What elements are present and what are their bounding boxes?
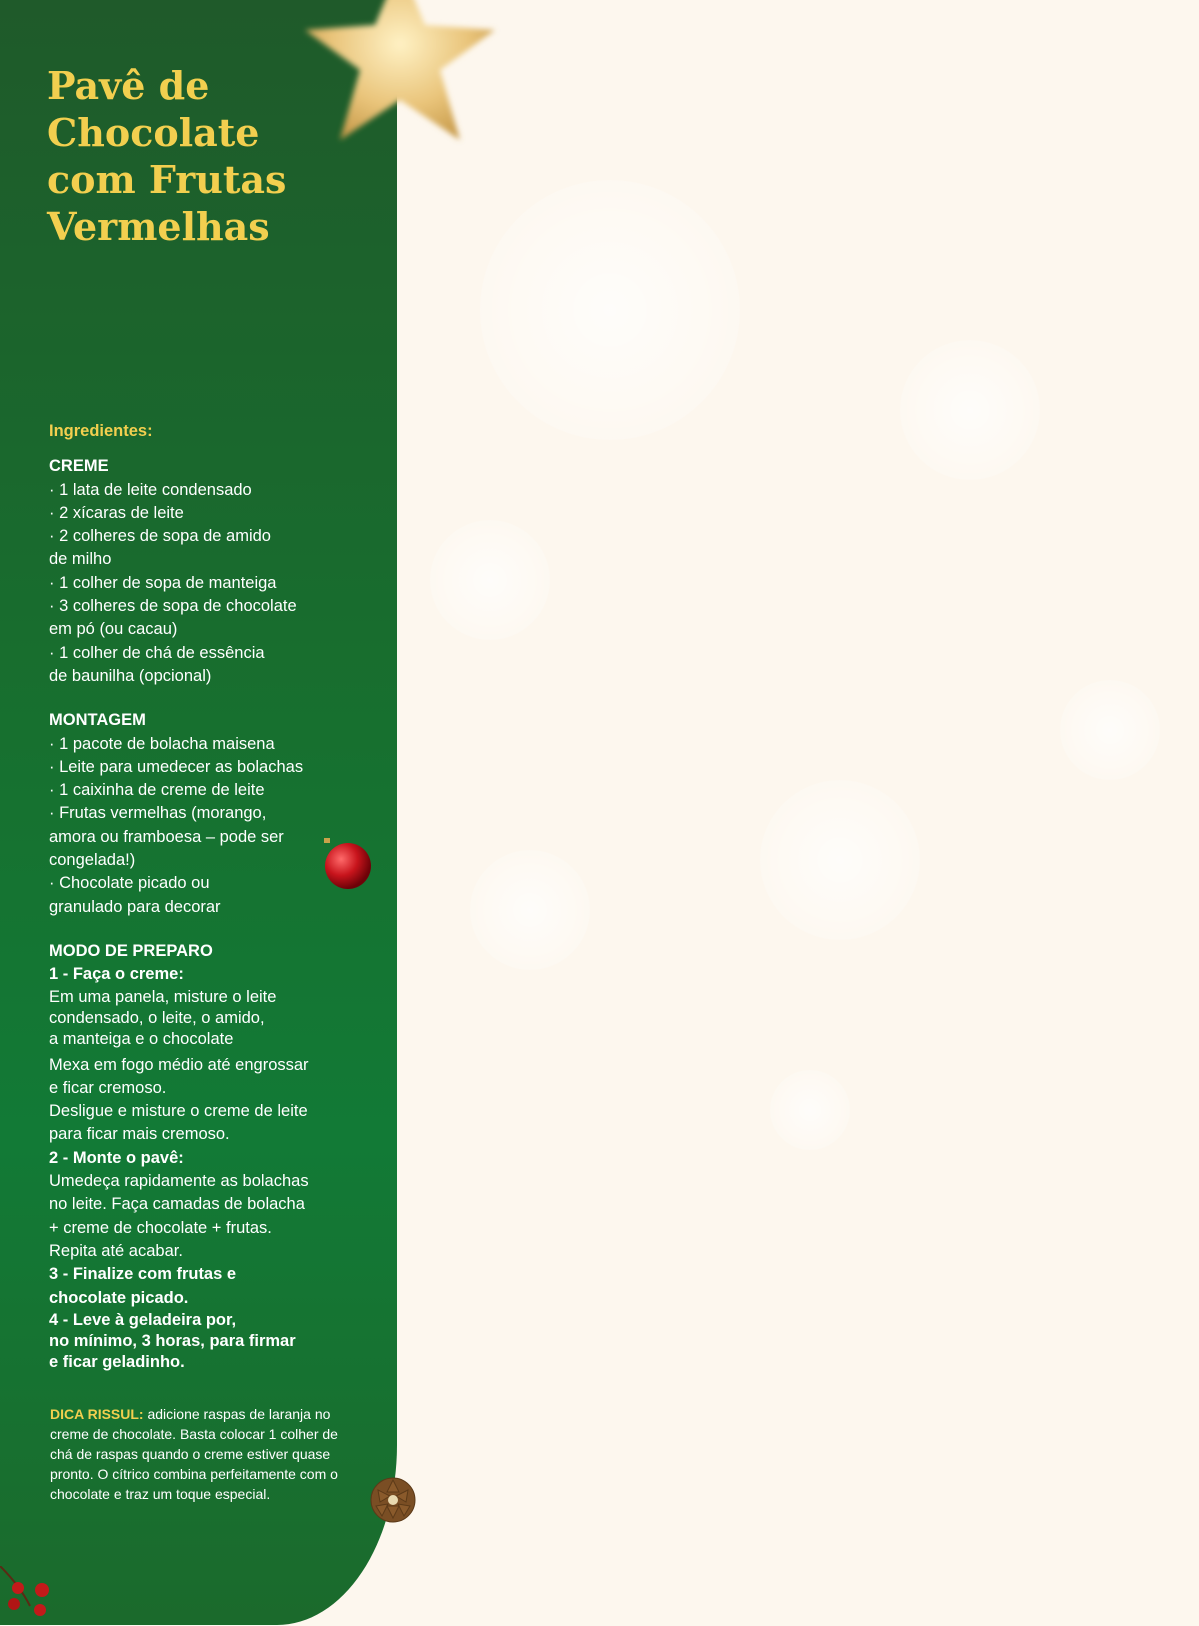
tip-box (50, 1404, 360, 1504)
section-title-montagem: MONTAGEM (49, 711, 146, 730)
list-item: · Frutas vermelhas (morango, amora ou framboesa – pode ser congelada!) (49, 804, 284, 870)
title-line: Vermelhas (47, 204, 270, 249)
list-item: · 3 colheres de sopa de chocolate em pó (ou cacau) (49, 597, 297, 639)
step-text: Mexa em fogo médio até engrossar e ficar cremoso. Desligue e misture o creme de leite para ficar mais cremoso. (49, 1055, 309, 1144)
list-item: · 1 lata de leite condensado (49, 480, 252, 499)
bokeh-light (1060, 680, 1160, 780)
bokeh-light (770, 1070, 850, 1150)
bokeh-light (480, 180, 740, 440)
bokeh-light (760, 780, 920, 940)
title-line: com Frutas (47, 157, 287, 202)
step-text: Em uma panela, misture o leite condensado, o leite, o amido, a manteiga e o chocolate (49, 987, 277, 1048)
section-title-creme: CREME (49, 457, 109, 476)
title-line: Chocolate (47, 110, 260, 155)
step-title: 4 - Leve à geladeira por, no mínimo, 3 horas, para firmar e ficar geladinho. (49, 1310, 296, 1371)
list-item: · 1 caixinha de creme de leite (49, 781, 265, 800)
tip-label: DICA RISSUL: (50, 1406, 144, 1422)
tip-text: adicione raspas de laranja no creme de chocolate. Basta colocar 1 colher de chá de raspas quando o creme estiver quase pronto. O cítrico combina perfeitamente com o chocolate e traz um toque especial. (50, 1406, 338, 1502)
christmas-ornament-icon (322, 838, 374, 890)
step-title: 2 - Monte o pavê: (49, 1148, 184, 1167)
berries-icon (0, 1566, 80, 1626)
bokeh-light (430, 520, 550, 640)
recipe-title (47, 62, 377, 250)
step-title: 1 - Faça o creme: (49, 965, 184, 984)
bokeh-light (470, 850, 590, 970)
title-line: Pavê de (47, 63, 210, 108)
list-item: · 2 xícaras de leite (49, 503, 184, 522)
recipe-content (49, 420, 349, 1373)
step-title: 3 - Finalize com frutas e chocolate picado. (49, 1265, 237, 1307)
list-item: · Leite para umedecer as bolachas (49, 757, 304, 776)
list-item: · 1 colher de sopa de manteiga (49, 573, 277, 592)
ingredients-label: Ingredientes: (49, 422, 153, 440)
list-item: · 1 colher de chá de essência de baunilha (opcional) (49, 643, 265, 685)
list-item: · 1 pacote de bolacha maisena (49, 734, 275, 753)
bokeh-light (900, 340, 1040, 480)
list-item: · 2 colheres de sopa de amido de milho (49, 527, 271, 569)
list-item: · Chocolate picado ou granulado para decorar (49, 874, 221, 916)
section-title-preparo: MODO DE PREPARO (49, 941, 213, 960)
pinecone-icon (366, 1470, 420, 1526)
step-text: Umedeça rapidamente as bolachas no leite. Faça camadas de bolacha + creme de chocolate + frutas. Repita até acabar. (49, 1172, 309, 1260)
